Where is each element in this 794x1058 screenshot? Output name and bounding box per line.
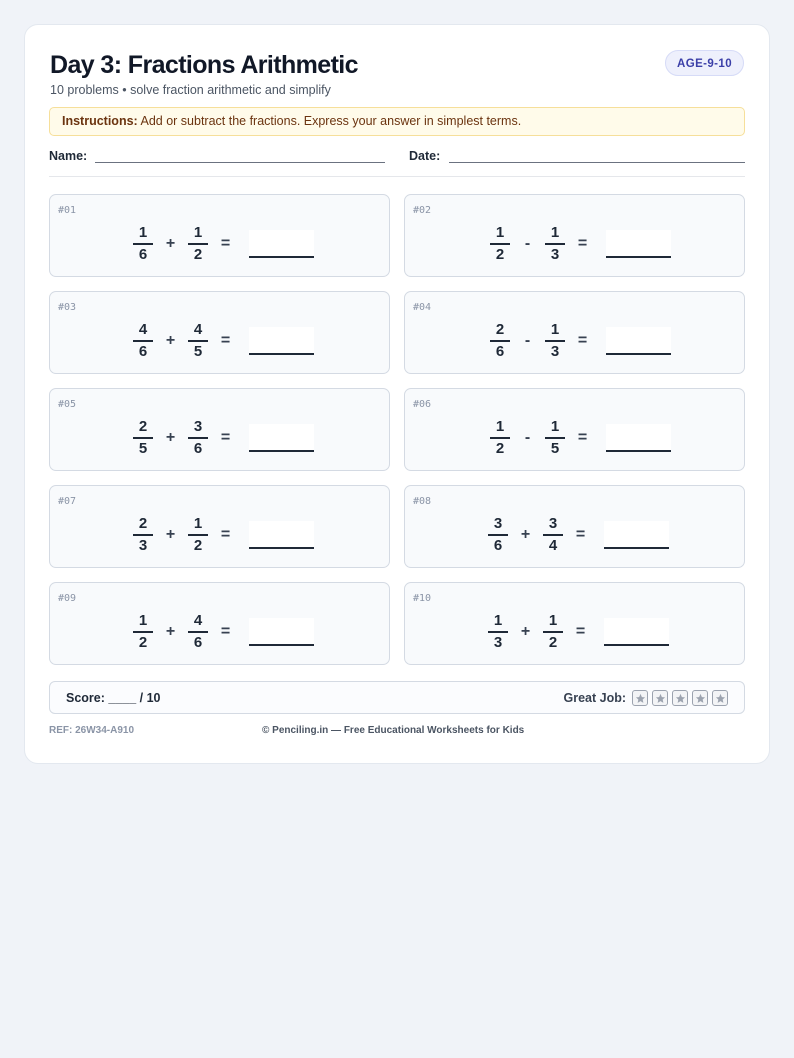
- equals-sign: =: [220, 623, 231, 640]
- star-rating: [632, 690, 728, 706]
- fraction: [187, 612, 209, 652]
- problem-number: #06: [413, 399, 432, 410]
- numerator: 3: [548, 515, 558, 532]
- instructions-text: Add or subtract the fractions. Express your answer in simplest terms.: [137, 114, 522, 128]
- answer-blank[interactable]: [606, 327, 671, 355]
- denominator: 6: [193, 634, 203, 651]
- problem-number: #02: [413, 205, 432, 216]
- denominator: 2: [193, 246, 203, 263]
- denominator: 2: [193, 537, 203, 554]
- denominator: 3: [493, 634, 503, 651]
- denominator: 2: [548, 634, 558, 651]
- equation: [132, 611, 314, 653]
- problem-card: [49, 582, 390, 665]
- answer-blank[interactable]: [249, 521, 314, 549]
- numerator: 1: [193, 515, 203, 532]
- age-badge: AGE-9-10: [665, 50, 744, 76]
- fraction: [544, 418, 566, 458]
- operator: +: [165, 623, 176, 640]
- operator: +: [165, 332, 176, 349]
- equals-sign: =: [577, 332, 588, 349]
- numerator: 1: [493, 612, 503, 629]
- numerator: 1: [193, 224, 203, 241]
- answer-blank[interactable]: [604, 521, 669, 549]
- problem-card: [404, 291, 745, 374]
- star-icon: [695, 693, 706, 704]
- fraction: [187, 515, 209, 555]
- problem-number: #08: [413, 496, 432, 507]
- equation: [132, 514, 314, 556]
- numerator: 1: [550, 418, 560, 435]
- equation: [489, 223, 671, 265]
- denominator: 6: [495, 343, 505, 360]
- page-subtitle: 10 problems • solve fraction arithmetic and simplify: [50, 83, 331, 97]
- fraction: [187, 224, 209, 264]
- reference-code: REF: 26W34-A910: [49, 725, 135, 736]
- equals-sign: =: [220, 235, 231, 252]
- equation: [489, 320, 671, 362]
- numerator: 2: [138, 515, 148, 532]
- equals-sign: =: [220, 526, 231, 543]
- fraction: [132, 515, 154, 555]
- fraction-bar: [488, 631, 508, 633]
- star-checkbox[interactable]: [632, 690, 648, 706]
- operator: -: [524, 429, 531, 446]
- operator: +: [520, 623, 531, 640]
- equals-sign: =: [577, 235, 588, 252]
- fraction: [489, 418, 511, 458]
- equation: [132, 320, 314, 362]
- fraction: [487, 515, 509, 555]
- denominator: 6: [493, 537, 503, 554]
- answer-blank[interactable]: [606, 424, 671, 452]
- answer-blank[interactable]: [249, 618, 314, 646]
- fraction-bar: [488, 534, 508, 536]
- operator: +: [165, 526, 176, 543]
- equals-sign: =: [577, 429, 588, 446]
- fraction: [489, 224, 511, 264]
- answer-blank[interactable]: [249, 327, 314, 355]
- problem-card: [404, 485, 745, 568]
- answer-blank[interactable]: [249, 424, 314, 452]
- star-icon: [675, 693, 686, 704]
- operator: -: [524, 235, 531, 252]
- problem-card: [404, 582, 745, 665]
- problem-number: #10: [413, 593, 432, 604]
- numerator: 1: [138, 612, 148, 629]
- fraction: [489, 321, 511, 361]
- numerator: 1: [495, 224, 505, 241]
- problem-card: [404, 388, 745, 471]
- denominator: 5: [193, 343, 203, 360]
- fraction-bar: [188, 534, 208, 536]
- problem-number: #05: [58, 399, 77, 410]
- denominator: 6: [138, 246, 148, 263]
- equals-sign: =: [220, 429, 231, 446]
- denominator: 6: [193, 440, 203, 457]
- fraction: [542, 612, 564, 652]
- numerator: 4: [138, 321, 148, 338]
- date-field[interactable]: [449, 162, 745, 163]
- fraction: [544, 321, 566, 361]
- copyright-text: © Penciling.in — Free Educational Worksheets for Kids: [262, 725, 525, 736]
- equals-sign: =: [220, 332, 231, 349]
- fraction-bar: [490, 243, 510, 245]
- denominator: 2: [495, 246, 505, 263]
- star-icon: [655, 693, 666, 704]
- denominator: 2: [138, 634, 148, 651]
- worksheet-header: [50, 25, 744, 101]
- fraction-bar: [133, 243, 153, 245]
- fraction: [487, 612, 509, 652]
- star-checkbox[interactable]: [712, 690, 728, 706]
- fraction-bar: [133, 437, 153, 439]
- score-text: Score: ____ / 10: [66, 691, 161, 705]
- answer-blank[interactable]: [604, 618, 669, 646]
- problem-number: #09: [58, 593, 77, 604]
- fraction: [132, 418, 154, 458]
- equals-sign: =: [575, 623, 586, 640]
- numerator: 3: [193, 418, 203, 435]
- denominator: 3: [550, 246, 560, 263]
- equation: [487, 611, 669, 653]
- fraction: [132, 224, 154, 264]
- fraction-bar: [490, 437, 510, 439]
- fraction: [132, 612, 154, 652]
- numerator: 4: [193, 612, 203, 629]
- operator: +: [165, 235, 176, 252]
- star-checkbox[interactable]: [692, 690, 708, 706]
- numerator: 2: [495, 321, 505, 338]
- fraction: [187, 321, 209, 361]
- numerator: 2: [138, 418, 148, 435]
- great-job-label: Great Job:: [563, 691, 626, 705]
- star-checkbox[interactable]: [672, 690, 688, 706]
- fraction-bar: [188, 340, 208, 342]
- operator: -: [524, 332, 531, 349]
- instructions-box: [49, 107, 745, 136]
- denominator: 5: [138, 440, 148, 457]
- equation: [132, 417, 314, 459]
- numerator: 1: [495, 418, 505, 435]
- score-bar: [49, 681, 745, 714]
- name-field[interactable]: [95, 162, 385, 163]
- answer-blank[interactable]: [606, 230, 671, 258]
- equals-sign: =: [575, 526, 586, 543]
- problem-number: #03: [58, 302, 77, 313]
- operator: +: [520, 526, 531, 543]
- name-date-row: [49, 149, 745, 177]
- denominator: 5: [550, 440, 560, 457]
- answer-blank[interactable]: [249, 230, 314, 258]
- problem-card: [49, 485, 390, 568]
- fraction-bar: [490, 340, 510, 342]
- problem-number: #07: [58, 496, 77, 507]
- fraction-bar: [545, 437, 565, 439]
- star-checkbox[interactable]: [652, 690, 668, 706]
- equation: [487, 514, 669, 556]
- fraction: [544, 224, 566, 264]
- instructions-label: Instructions:: [62, 114, 138, 128]
- problem-card: [404, 194, 745, 277]
- name-label: Name:: [49, 149, 88, 163]
- denominator: 6: [138, 343, 148, 360]
- numerator: 4: [193, 321, 203, 338]
- denominator: 2: [495, 440, 505, 457]
- numerator: 3: [493, 515, 503, 532]
- fraction-bar: [545, 243, 565, 245]
- fraction-bar: [133, 340, 153, 342]
- fraction-bar: [545, 340, 565, 342]
- star-icon: [635, 693, 646, 704]
- operator: +: [165, 429, 176, 446]
- numerator: 1: [550, 224, 560, 241]
- fraction-bar: [543, 534, 563, 536]
- problem-card: [49, 194, 390, 277]
- date-label: Date:: [409, 149, 441, 163]
- problem-card: [49, 291, 390, 374]
- fraction-bar: [543, 631, 563, 633]
- fraction-bar: [133, 534, 153, 536]
- denominator: 3: [550, 343, 560, 360]
- fraction: [132, 321, 154, 361]
- fraction-bar: [188, 243, 208, 245]
- numerator: 1: [550, 321, 560, 338]
- fraction: [542, 515, 564, 555]
- problem-number: #04: [413, 302, 432, 313]
- equation: [489, 417, 671, 459]
- denominator: 3: [138, 537, 148, 554]
- equation: [132, 223, 314, 265]
- denominator: 4: [548, 537, 558, 554]
- fraction-bar: [188, 437, 208, 439]
- page-title: Day 3: Fractions Arithmetic: [50, 51, 358, 79]
- problem-card: [49, 388, 390, 471]
- fraction-bar: [188, 631, 208, 633]
- problem-number: #01: [58, 205, 77, 216]
- numerator: 1: [548, 612, 558, 629]
- star-icon: [715, 693, 726, 704]
- fraction-bar: [133, 631, 153, 633]
- numerator: 1: [138, 224, 148, 241]
- fraction: [187, 418, 209, 458]
